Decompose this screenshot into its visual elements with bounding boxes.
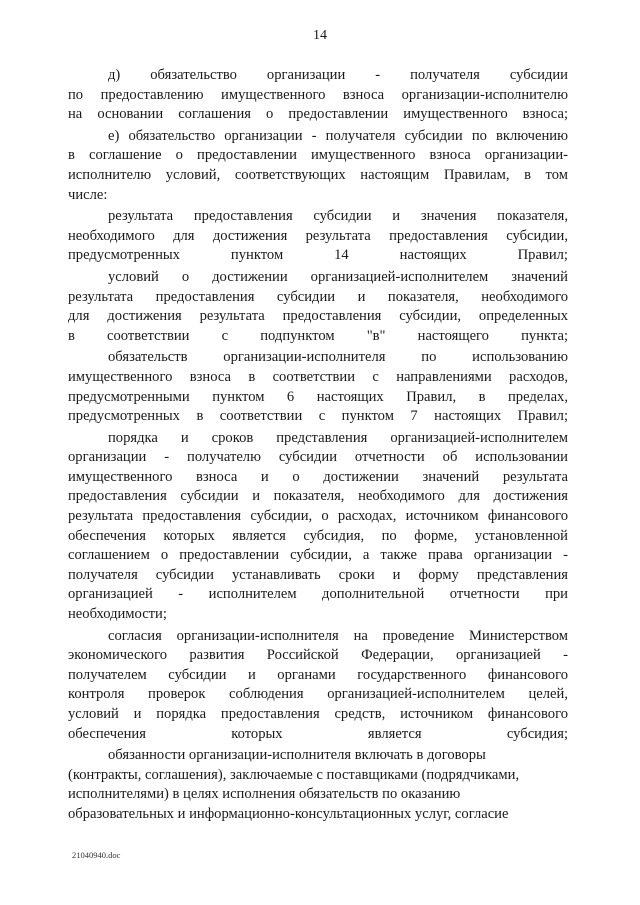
paragraph-inspection-consent: согласия организации-исполнителя на проведение Министерством экономического развития Российской Федерации, организацией - получателем субсидии и органами государственного финансового контроля проверок соблюдения организацией-исполнителем целей, условий и порядка предоставления средств, источником финансового обеспечения которых является субсидия; [68,627,568,742]
page-number: 14 [313,28,327,43]
paragraph-item-e: е) обязательство организации - получателя субсидии по включению в соглашение о предоставлении имущественного взноса организации- исполнителю условий, соответствующих настоящим Правилам, в том числе: [68,127,568,203]
paragraph-result-and-indicator: результата предоставления субсидии и значения показателя, необходимого для достижения результата предоставления субсидии, предусмотренных пунктом 14 настоящих Правил; [68,208,568,264]
footer-file-code: 21040940.doc [72,850,121,860]
paragraph-reporting-procedure: порядка и сроков представления организацией-исполнителем организации - получателю субсидии отчетности об использовании имущественного взноса и о достижении значений результата предоставления субсидии и показателя, необходимого для достижения результата предоставления субсидии, о расходах, источником финансового обеспечения которых является субсидия, по форме, установленной соглашением о предоставлении субсидии, а также права организации - получателя субсидии устанавливать сроки и форму представления организацией - исполнителем дополнительной отчетности при необходимости; [68,429,568,623]
paragraph-obligations-use: обязательств организации-исполнителя по использованию имущественного взноса в соответствии с направлениями расходов, предусмотренными пунктом 6 настоящих Правил, в пределах, предусмотренных в соответствии с пунктом 7 настоящих Правил; [68,349,568,425]
paragraph-item-d: д) обязательство организации - получателя субсидии по предоставлению имущественного взноса организации-исполнителю на основании соглашения о предоставлении имущественного взноса; [68,67,568,123]
paragraph-contract-obligation: обязанности организации-исполнителя включать в договоры (контракты, соглашения), заключаемые с поставщиками (подрядчиками, исполнителями) в целях исполнения обязательств по оказанию образовательных и информационно-консультационных услуг, согласие [68,747,520,822]
paragraph-achievement-conditions: условий о достижении организацией-исполнителем значений результата предоставления субсидии и показателя, необходимого для достижения результата предоставления субсидии, определенных в соответствии с подпунктом "в" настоящего пункта; [68,268,568,344]
document-body [68,66,568,827]
